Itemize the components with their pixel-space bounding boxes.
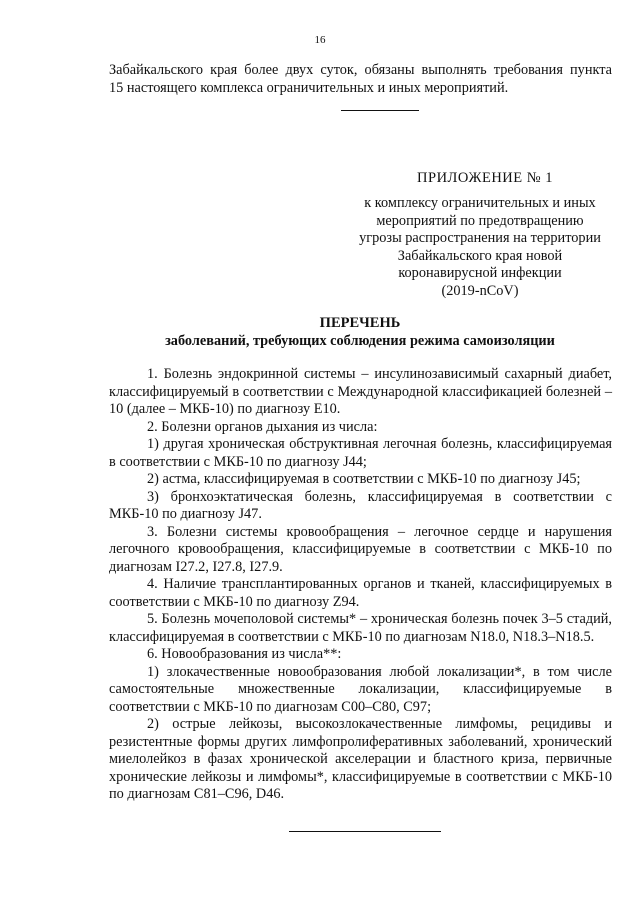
- continuation-line-1: Забайкальского края более двух суток, обязаны выполнять требования пункта: [109, 62, 612, 78]
- continuation-line-2: 15 настоящего комплекса ограничительных и иных мероприятий.: [109, 80, 509, 96]
- appendix-subtitle-line: (2019-nCoV): [441, 282, 519, 299]
- appendix-subtitle-line: угрозы распространения на территории: [359, 230, 601, 247]
- list-title: ПЕРЕЧЕНЬ: [319, 315, 401, 331]
- list-subtitle: заболеваний, требующих соблюдения режима самоизоляции: [165, 333, 555, 349]
- appendix-title: ПРИЛОЖЕНИЕ № 1: [417, 170, 553, 186]
- list-paragraph: 4. Наличие трансплантированных органов и тканей, классифицируемых в соответствии с МКБ-10 по диагнозу Z94.: [109, 576, 612, 610]
- appendix-subtitle: [345, 195, 615, 301]
- list-paragraph: 1) другая хроническая обструктивная легочная болезнь, классифицируемая в соответствии с МКБ-10 по диагнозу J44;: [109, 436, 612, 470]
- appendix-subtitle-line: Забайкальского края новой: [397, 247, 563, 264]
- list-paragraph: 1) злокачественные новообразования любой локализации*, в том числе самостоятельные множественные локализации, классифицируемые в соответствии с МКБ-10 по диагнозам C00–C80, C97;: [109, 663, 612, 715]
- list-paragraph: 2. Болезни органов дыхания из числа:: [147, 418, 378, 435]
- separator-rule-top: [341, 110, 419, 111]
- list-body: [109, 366, 612, 804]
- appendix-subtitle-line: коронавирусной инфекции: [398, 265, 562, 282]
- appendix-subtitle-line: к комплексу ограничительных и иных: [364, 195, 596, 211]
- list-paragraph: 1. Болезнь эндокринной системы – инсулинозависимый сахарный диабет, классифицируемый в соответствии с Международной классификацией болезней – 10 (далее – МКБ-10) по диагнозу E10.: [109, 366, 612, 417]
- separator-rule-bottom: [289, 831, 441, 832]
- page-number: 16: [314, 34, 326, 46]
- appendix-subtitle-line: мероприятий по предотвращению: [376, 212, 584, 229]
- list-paragraph: 2) острые лейкозы, высокозлокачественные лимфомы, рецидивы и резистентные формы других лимфопролиферативных заболеваний, хронический миелолейкоз в фазах хронической акселерации и бластного криза, первичные хронические лейкозы и лимфомы*, классифицируемые в соответствии с МКБ-10 по диагнозам C81–C96, D46.: [109, 716, 612, 802]
- list-paragraph: 5. Болезнь мочеполовой системы* – хроническая болезнь почек 3–5 стадий, классифицируемая в соответствии с МКБ-10 по диагнозам N18.0, N18.3–N18.5.: [109, 611, 612, 645]
- list-paragraph: 3. Болезни системы кровообращения – легочное сердце и нарушения легочного кровообращения, классифицируемые в соответствии с МКБ-10 по диагнозам I27.2, I27.8, I27.9.: [109, 523, 612, 575]
- list-paragraph: 3) бронхоэктатическая болезнь, классифицируемая в соответствии с МКБ-10 по диагнозу J47.: [109, 488, 612, 522]
- list-paragraph: 2) астма, классифицируемая в соответствии с МКБ-10 по диагнозу J45;: [147, 471, 581, 487]
- list-paragraph: 6. Новообразования из числа**:: [147, 646, 342, 662]
